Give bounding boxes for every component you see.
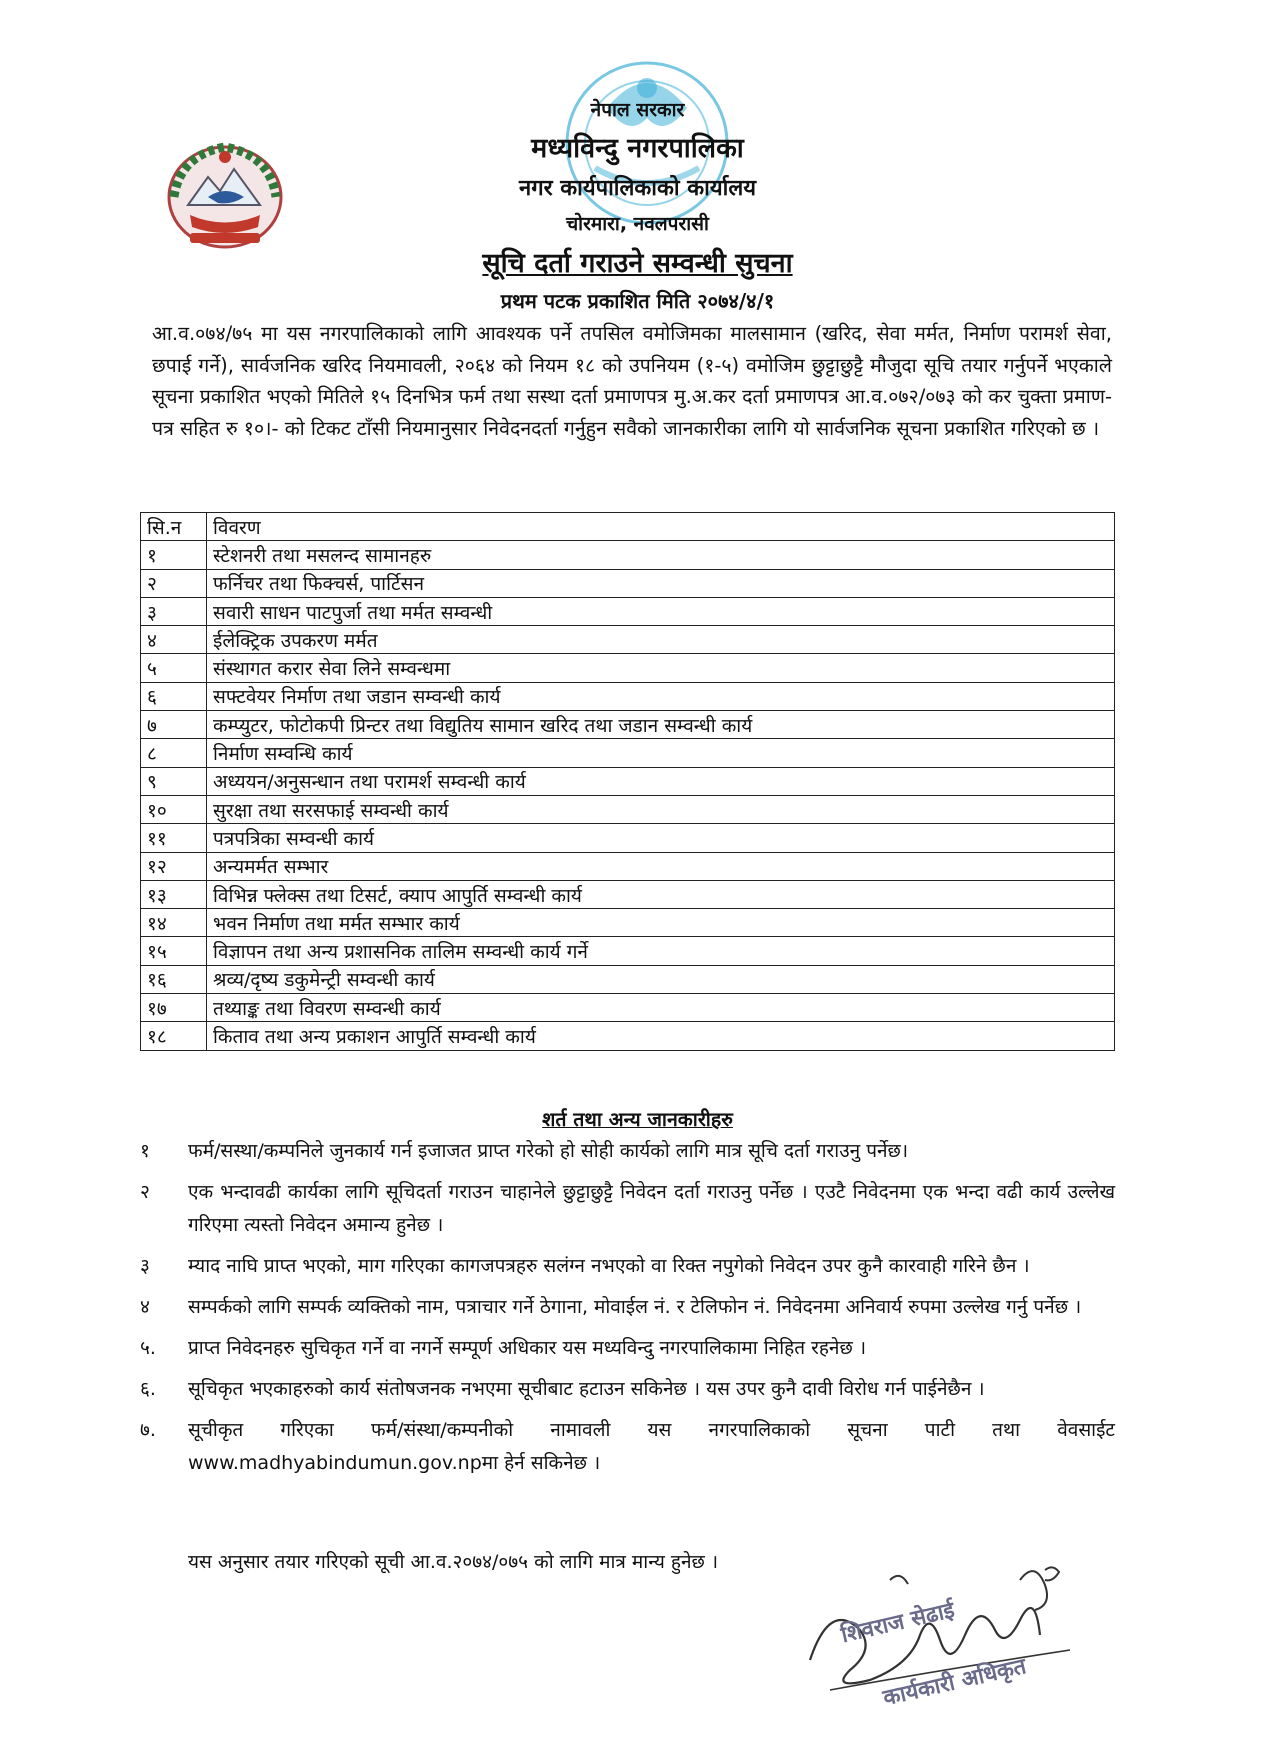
items-table-body bbox=[141, 541, 1115, 1050]
list-item bbox=[140, 1414, 1115, 1480]
items-table bbox=[140, 512, 1115, 1051]
table-row bbox=[141, 1022, 1115, 1050]
table-row bbox=[141, 852, 1115, 880]
conditions-title: शर्त तथा अन्य जानकारीहरु bbox=[542, 1108, 733, 1131]
condition-number: ५. bbox=[140, 1337, 156, 1359]
signatory-name: शिवराज सेढाई bbox=[838, 1597, 957, 1649]
row-description: विज्ञापन तथा अन्य प्रशासनिक तालिम सम्वन्धी कार्य गर्ने bbox=[207, 937, 1115, 965]
row-serial: ५ bbox=[141, 654, 207, 682]
condition-text: प्राप्त निवेदनहरु सुचिकृत गर्ने वा नगर्ने सम्पूर्ण अधिकार यस मध्यविन्दु नगरपालिकामा निहित रहनेछ । bbox=[188, 1337, 867, 1359]
row-description: भवन निर्माण तथा मर्मत सम्भार कार्य bbox=[207, 909, 1115, 937]
condition-number: ७. bbox=[140, 1419, 156, 1441]
table-row bbox=[141, 711, 1115, 739]
table-row bbox=[141, 569, 1115, 597]
list-item bbox=[140, 1373, 1115, 1406]
row-description: स्टेशनरी तथा मसलन्द सामानहरु bbox=[207, 541, 1115, 569]
table-row bbox=[141, 626, 1115, 654]
row-description: अन्यमर्मत सम्भार bbox=[207, 852, 1115, 880]
table-row bbox=[141, 824, 1115, 852]
condition-text: सम्पर्कको लागि सम्पर्क व्यक्तिको नाम, पत्राचार गर्ने ठेगाना, मोवाईल नं. र टेलिफोन नं. निवेदनमा अनिवार्य रुपमा उल्लेख गर्नु पर्नेछ । bbox=[188, 1296, 1082, 1318]
condition-text: फर्म/सस्था/कम्पनिले जुनकार्य गर्न इजाजत प्राप्त गरेको हो सोही कार्यको लागि मात्र सूचि दर्ता गराउनु पर्नेछ। bbox=[188, 1140, 909, 1162]
signatory-title: कार्यकारी अधिकृत bbox=[880, 1654, 1029, 1712]
table-row bbox=[141, 767, 1115, 795]
row-description: किताव तथा अन्य प्रकाशन आपुर्ति सम्वन्धी कार्य bbox=[207, 1022, 1115, 1050]
row-serial: ९ bbox=[141, 767, 207, 795]
row-description: विभिन्न फ्लेक्स तथा टिसर्ट, क्याप आपुर्ति सम्वन्धी कार्य bbox=[207, 880, 1115, 908]
table-row bbox=[141, 795, 1115, 823]
row-description: कम्प्युटर, फोटोकपी प्रिन्टर तथा विद्युतिय सामान खरिद तथा जडान सम्वन्धी कार्य bbox=[207, 711, 1115, 739]
condition-number: ४ bbox=[140, 1296, 150, 1318]
row-description: फर्निचर तथा फिक्चर्स, पार्टिसन bbox=[207, 569, 1115, 597]
intro-paragraph: आ.व.०७४/७५ मा यस नगरपालिकाको लागि आवश्यक पर्ने तपसिल वमोजिमका मालसामान (खरिद, सेवा मर्मत, निर्माण परामर्श सेवा, छपाई गर्ने), सार्वजनिक खरिद नियमावली, २०६४ को नियम १८ को उपनियम (१-५) वमोजिम छुट्टाछुट्टै मौजुदा सूचि तयार गर्नुपर्ने भएकाले सूचना प्रकाशित भएको मितिले १५ दिनभित्र फर्म तथा सस्था दर्ता प्रमाणपत्र मु.अ.कर दर्ता प्रमाणपत्र आ.व.०७२/०७३ को कर चुक्ता प्रमाण-पत्र सहित रु १०।- को टिकट टाँसी नियमानुसार निवेदनदर्ता गर्नुहुन सवैको जानकारीका लागि यो सार्वजनिक सूचना प्रकाशित गरिएको छ । bbox=[152, 322, 1112, 440]
row-description: संस्थागत करार सेवा लिने सम्वन्धमा bbox=[207, 654, 1115, 682]
row-description: सफ्टवेयर निर्माण तथा जडान सम्वन्धी कार्य bbox=[207, 682, 1115, 710]
table-row bbox=[141, 909, 1115, 937]
condition-number: ६. bbox=[140, 1378, 156, 1400]
notice-title: सूचि दर्ता गराउने सम्वन्धी सुचना bbox=[482, 248, 793, 279]
table-row bbox=[141, 994, 1115, 1022]
row-serial: १८ bbox=[141, 1022, 207, 1050]
row-serial: ११ bbox=[141, 824, 207, 852]
row-description: श्रव्य/दृष्य डकुमेन्ट्री सम्वन्धी कार्य bbox=[207, 965, 1115, 993]
row-serial: ६ bbox=[141, 682, 207, 710]
row-description: ईलेक्ट्रिक उपकरण मर्मत bbox=[207, 626, 1115, 654]
row-description: तथ्याङ्क तथा विवरण सम्वन्धी कार्य bbox=[207, 994, 1115, 1022]
row-serial: १२ bbox=[141, 852, 207, 880]
office-location: चोरमारा, नवलपरासी bbox=[566, 213, 709, 235]
condition-number: ३ bbox=[140, 1255, 150, 1277]
row-description: निर्माण सम्वन्धि कार्य bbox=[207, 739, 1115, 767]
condition-text: म्याद नाघि प्राप्त भएको, माग गरिएका कागजपत्रहरु सलंग्न नभएको वा रिक्त नपुगेको निवेदन उपर कुनै कारवाही गरिने छैन । bbox=[188, 1255, 1030, 1277]
row-description: अध्ययन/अनुसन्धान तथा परामर्श सम्वन्धी कार्य bbox=[207, 767, 1115, 795]
row-serial: ८ bbox=[141, 739, 207, 767]
row-description: सुरक्षा तथा सरसफाई सम्वन्धी कार्य bbox=[207, 795, 1115, 823]
list-item bbox=[140, 1135, 1115, 1168]
table-row bbox=[141, 739, 1115, 767]
table-row bbox=[141, 965, 1115, 993]
list-item bbox=[140, 1176, 1115, 1242]
validity-statement: यस अनुसार तयार गरिएको सूची आ.व.२०७४/०७५ को लागि मात्र मान्य हुनेछ । bbox=[188, 1551, 719, 1573]
row-serial: १५ bbox=[141, 937, 207, 965]
row-serial: १० bbox=[141, 795, 207, 823]
row-serial: ४ bbox=[141, 626, 207, 654]
column-header-serial: सि.न bbox=[141, 513, 207, 541]
list-item bbox=[140, 1291, 1115, 1324]
row-description: सवारी साधन पाटपुर्जा तथा मर्मत सम्वन्धी bbox=[207, 597, 1115, 625]
table-row bbox=[141, 541, 1115, 569]
government-label: नेपाल सरकार bbox=[590, 99, 685, 121]
table-row bbox=[141, 682, 1115, 710]
row-description: पत्रपत्रिका सम्वन्धी कार्य bbox=[207, 824, 1115, 852]
table-row bbox=[141, 654, 1115, 682]
condition-text: सूचीकृत गरिएका फर्म/संस्था/कम्पनीको नामावली यस नगरपालिकाको सूचना पाटी तथा वेवसाईट www.madhyabindumun.gov.npमा हेर्न सकिनेछ । bbox=[188, 1419, 1115, 1474]
row-serial: १७ bbox=[141, 994, 207, 1022]
row-serial: १४ bbox=[141, 909, 207, 937]
list-item bbox=[140, 1332, 1115, 1365]
publication-date: प्रथम पटक प्रकाशित मिति २०७४/४/१ bbox=[500, 289, 775, 313]
conditions-list bbox=[140, 1135, 1115, 1488]
row-serial: १३ bbox=[141, 880, 207, 908]
office-name: नगर कार्यपालिकाको कार्यालय bbox=[519, 176, 756, 201]
row-serial: २ bbox=[141, 569, 207, 597]
condition-text: सूचिकृत भएकाहरुको कार्य संतोषजनक नभएमा सूचीबाट हटाउन सकिनेछ । यस उपर कुनै दावी विरोध गर्न पाईनेछैन । bbox=[188, 1378, 985, 1400]
municipality-name: मध्यविन्दु नगरपालिका bbox=[531, 133, 744, 164]
column-header-description: विवरण bbox=[207, 513, 1115, 541]
condition-text: एक भन्दावढी कार्यका लागि सूचिदर्ता गराउन चाहानेले छुट्टाछुट्टै निवेदन दर्ता गराउनु पर्नेछ । एउटै निवेदनमा एक भन्दा वढी कार्य उल्लेख गरिएमा त्यस्तो निवेदन अमान्य हुनेछ । bbox=[188, 1181, 1115, 1236]
table-row bbox=[141, 880, 1115, 908]
list-item bbox=[140, 1250, 1115, 1283]
row-serial: ७ bbox=[141, 711, 207, 739]
row-serial: ३ bbox=[141, 597, 207, 625]
table-row bbox=[141, 597, 1115, 625]
table-row bbox=[141, 937, 1115, 965]
table-header-row bbox=[141, 513, 1115, 541]
condition-number: १ bbox=[140, 1140, 150, 1162]
row-serial: १ bbox=[141, 541, 207, 569]
row-serial: १६ bbox=[141, 965, 207, 993]
condition-number: २ bbox=[140, 1181, 150, 1203]
